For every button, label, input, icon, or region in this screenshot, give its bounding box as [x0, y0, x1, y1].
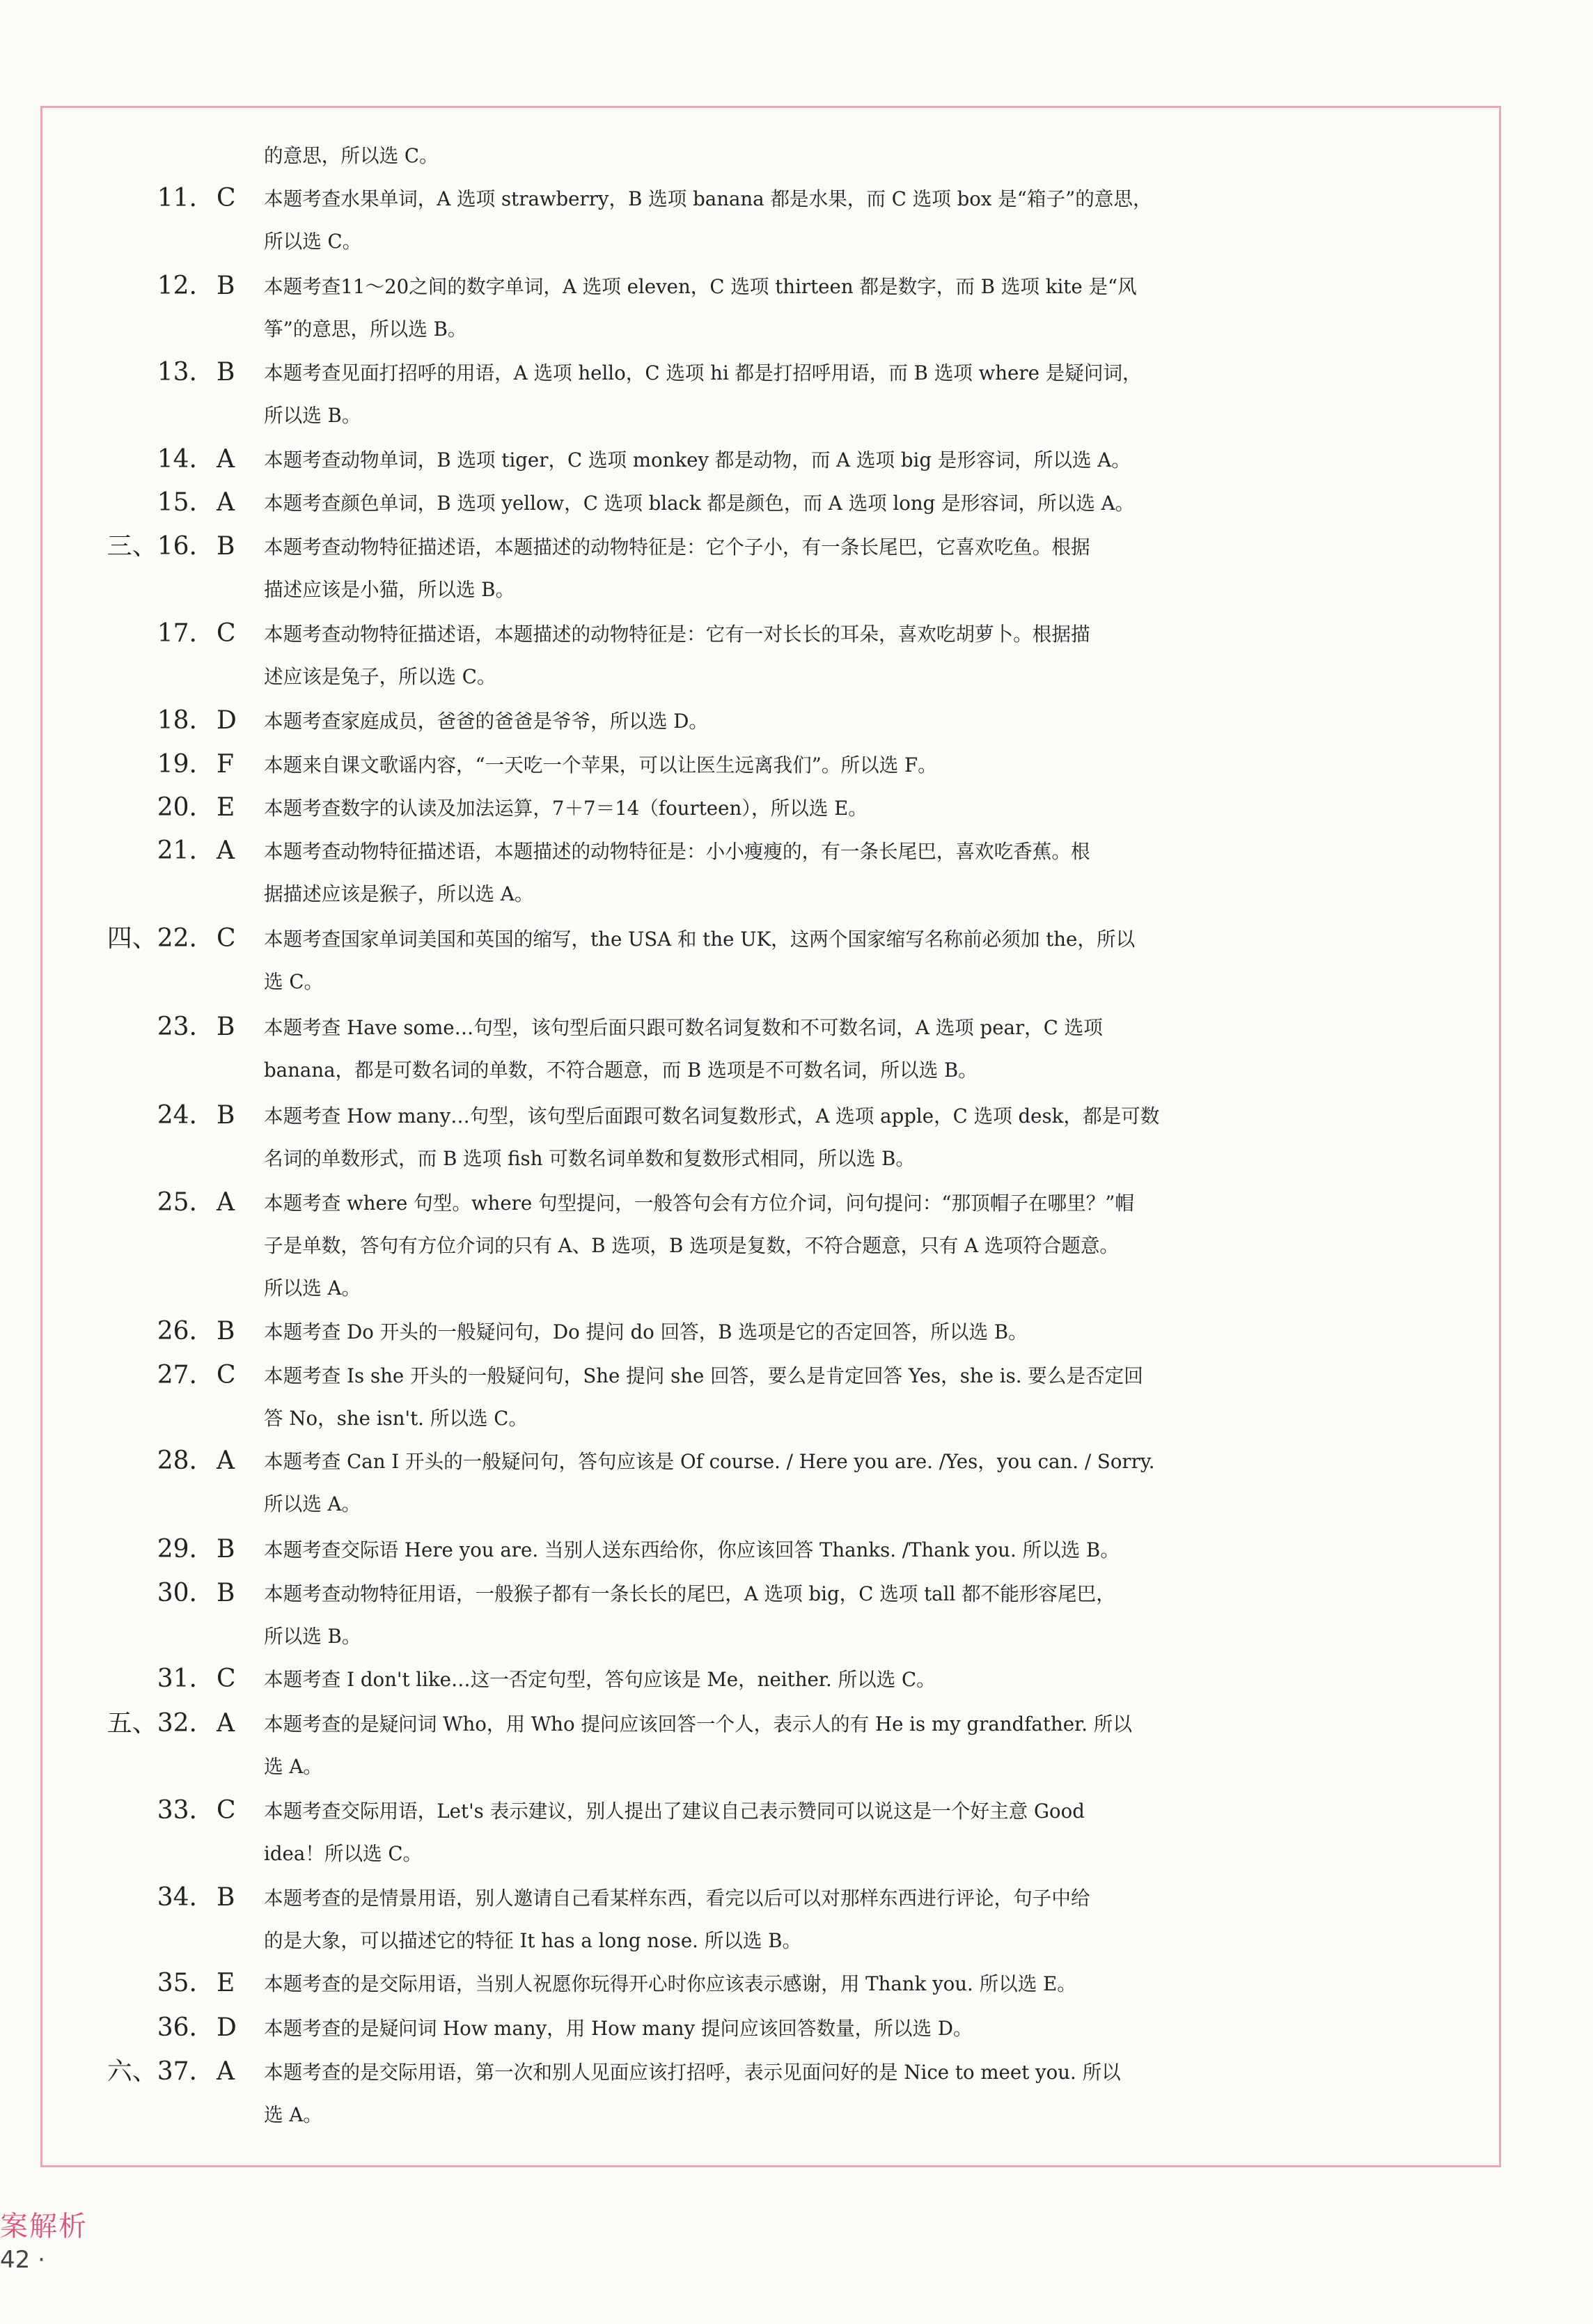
question-number: 20. [157, 793, 197, 822]
answer-letter: D [217, 2013, 237, 2042]
explanation-line: 本题考查动物特征描述语，本题描述的动物特征是：它个子小，有一条长尾巴，它喜欢吃鱼。根据 [264, 536, 1090, 559]
answer-letter: C [217, 184, 236, 212]
explanation-line: 本题考查水果单词，A 选项 strawberry，B 选项 banana 都是水果，而 C 选项 box 是“箱子”的意思， [264, 187, 1152, 210]
explanation-line: 本题考查动物特征用语，一般猴子都有一条长长的尾巴，A 选项 big，C 选项 tall 都不能形容尾巴， [264, 1582, 1115, 1605]
answer-letter: A [217, 1446, 235, 1475]
answer-letter: C [217, 1664, 236, 1693]
explanation-line: 本题考查 Can I 开头的一般疑问句，答句应该是 Of course. / Here you are. /Yes，you can. / Sorry. [264, 1450, 1155, 1473]
explanation-line: 本题考查的是交际用语，当别人祝愿你玩得开心时你应该表示感谢，用 Thank you. 所以选 E。 [264, 1972, 1076, 1995]
explanation-line: 筝”的意思，所以选 B。 [264, 318, 467, 341]
answer-letter: D [217, 706, 237, 735]
question-number: 六、37. [107, 2057, 197, 2086]
answer-letter: B [217, 1883, 235, 1912]
question-number: 三、16. [107, 532, 197, 561]
explanation-line: 所以选 A。 [264, 1277, 361, 1300]
answer-letter: B [217, 532, 235, 561]
explanation-line: 选 A。 [264, 1755, 322, 1778]
question-number: 五、32. [107, 1709, 197, 1738]
explanation-line: 本题考查的是交际用语，第一次和别人见面应该打招呼，表示见面问好的是 Nice to meet you. 所以 [264, 2061, 1121, 2084]
question-number: 17. [157, 619, 197, 648]
explanation-line: 据描述应该是猴子，所以选 A。 [264, 882, 534, 905]
explanation-line: 本题考查动物特征描述语，本题描述的动物特征是：小小瘦瘦的，有一条长尾巴，喜欢吃香蕉。根 [264, 840, 1090, 863]
explanation-line: banana，都是可数名词的单数，不符合题意，而 B 选项是不可数名词，所以选 B。 [264, 1059, 978, 1082]
explanation-line: 本题考查的是疑问词 Who，用 Who 提问应该回答一个人，表示人的有 He is my grandfather. 所以 [264, 1713, 1132, 1736]
answer-letter: A [217, 445, 235, 474]
explanation-line: 本题考查交际语 Here you are. 当别人送东西给你，你应该回答 Thanks. /Thank you. 所以选 B。 [264, 1538, 1120, 1561]
answer-letter: B [217, 272, 235, 300]
explanation-line: 答 No，she isn't. 所以选 C。 [264, 1407, 528, 1430]
explanation-line: 本题考查见面打招呼的用语，A 选项 hello，C 选项 hi 都是打招呼用语，而 B 选项 where 是疑问词， [264, 361, 1142, 384]
question-number: 11. [157, 184, 197, 212]
explanation-line: 所以选 B。 [264, 1625, 361, 1648]
explanation-line: 本题考查数字的认读及加法运算，7＋7＝14（fourteen），所以选 E。 [264, 797, 868, 820]
answer-letter: C [217, 924, 236, 953]
answer-panel [40, 106, 1501, 2167]
answer-letter: E [217, 793, 235, 822]
question-number: 26. [157, 1317, 197, 1346]
answer-letter: C [217, 1796, 236, 1825]
explanation-line: 名词的单数形式，而 B 选项 fish 可数名词单数和复数形式相同，所以选 B。 [264, 1147, 915, 1170]
explanation-line: 子是单数，答句有方位介词的只有 A、B 选项，B 选项是复数，不符合题意，只有 A 选项符合题意。 [264, 1234, 1120, 1257]
explanation-line: 的是大象，可以描述它的特征 It has a long nose. 所以选 B。 [264, 1929, 802, 1952]
question-number: 33. [157, 1796, 197, 1825]
question-number: 24. [157, 1101, 197, 1130]
explanation-line: 本题考查11～20之间的数字单词，A 选项 eleven，C 选项 thirteen 都是数字，而 B 选项 kite 是“风 [264, 275, 1137, 298]
answer-list [42, 108, 1499, 2165]
explanation-line: 本题考查动物特征描述语，本题描述的动物特征是：它有一对长长的耳朵，喜欢吃胡萝卜。根据描 [264, 623, 1090, 646]
explanation-line: 述应该是兔子，所以选 C。 [264, 665, 496, 688]
explanation-line: 本题考查 Do 开头的一般疑问句，Do 提问 do 回答，B 选项是它的否定回答，所以选 B。 [264, 1320, 1028, 1343]
question-number: 21. [157, 836, 197, 865]
explanation-line: 本题考查的是疑问词 How many，用 How many 提问应该回答数量，所以选 D。 [264, 2017, 973, 2040]
question-number: 30. [157, 1579, 197, 1607]
question-number: 27. [157, 1361, 197, 1389]
answer-letter: B [217, 1101, 235, 1130]
question-number: 34. [157, 1883, 197, 1912]
explanation-line: 的意思，所以选 C。 [264, 144, 439, 167]
question-number: 18. [157, 706, 197, 735]
explanation-line: 选 C。 [264, 970, 324, 993]
answer-letter: B [217, 1579, 235, 1607]
explanation-line: 本题考查 Have some…句型，该句型后面只跟可数名词复数和不可数名词，A 选项 pear，C 选项 [264, 1016, 1103, 1039]
answer-letter: A [217, 836, 235, 865]
explanation-line: 所以选 B。 [264, 404, 361, 427]
explanation-line: 选 A。 [264, 2103, 322, 2126]
question-number: 28. [157, 1446, 197, 1475]
question-number: 12. [157, 272, 197, 300]
explanation-line: 本题考查的是情景用语，别人邀请自己看某样东西，看完以后可以对那样东西进行评论，句子中给 [264, 1887, 1090, 1910]
question-number: 29. [157, 1535, 197, 1563]
explanation-line: 本题考查 I don't like…这一否定句型，答句应该是 Me，neither. 所以选 C。 [264, 1668, 936, 1691]
answer-letter: A [217, 2057, 235, 2086]
answer-letter: B [217, 1013, 235, 1041]
answer-letter: A [217, 1188, 235, 1217]
explanation-line: 本题考查家庭成员，爸爸的爸爸是爷爷，所以选 D。 [264, 710, 708, 733]
question-number: 31. [157, 1664, 197, 1693]
answer-letter: C [217, 619, 236, 648]
question-number: 25. [157, 1188, 197, 1217]
explanation-line: 本题考查国家单词美国和英国的缩写，the USA 和 the UK，这两个国家缩写名称前必须加 the，所以 [264, 928, 1136, 951]
answer-letter: F [217, 750, 234, 779]
answer-letter: B [217, 1317, 235, 1346]
explanation-line: 本题考查交际用语，Let's 表示建议，别人提出了建议自己表示赞同可以说这是一个好主意 Good [264, 1800, 1085, 1823]
answer-letter: E [217, 1969, 235, 1997]
explanation-line: idea！所以选 C。 [264, 1842, 423, 1865]
explanation-line: 本题考查动物单词，B 选项 tiger，C 选项 monkey 都是动物，而 A 选项 big 是形容词，所以选 A。 [264, 449, 1131, 471]
question-number: 四、22. [107, 924, 197, 953]
question-number: 15. [157, 488, 197, 517]
explanation-line: 所以选 A。 [264, 1492, 361, 1515]
answer-letter: B [217, 1535, 235, 1563]
explanation-line: 所以选 C。 [264, 230, 362, 253]
answer-letter: A [217, 1709, 235, 1738]
explanation-line: 本题考查 How many…句型，该句型后面跟可数名词复数形式，A 选项 apple，C 选项 desk，都是可数 [264, 1105, 1160, 1128]
answer-letter: C [217, 1361, 236, 1389]
question-number: 14. [157, 445, 197, 474]
explanation-line: 本题考查颜色单词，B 选项 yellow，C 选项 black 都是颜色，而 A 选项 long 是形容词，所以选 A。 [264, 492, 1135, 515]
question-number: 19. [157, 750, 197, 779]
explanation-line: 本题考查 Is she 开头的一般疑问句，She 提问 she 回答，要么是肯定回答 Yes，she is. 要么是否定回 [264, 1364, 1143, 1387]
question-number: 36. [157, 2013, 197, 2042]
explanation-line: 描述应该是小猫，所以选 B。 [264, 578, 515, 601]
answer-letter: B [217, 358, 235, 387]
question-number: 35. [157, 1969, 197, 1997]
question-number: 23. [157, 1013, 197, 1041]
answer-letter: A [217, 488, 235, 517]
footer-section-title: 案解析 [0, 2210, 88, 2243]
explanation-line: 本题考查 where 句型。where 句型提问，一般答句会有方位介词，问句提问：“那顶帽子在哪里？”帽 [264, 1192, 1134, 1215]
explanation-line: 本题来自课文歌谣内容，“一天吃一个苹果，可以让医生远离我们”。所以选 F。 [264, 754, 937, 777]
question-number: 13. [157, 358, 197, 387]
page-number: 42 · [0, 2246, 45, 2274]
